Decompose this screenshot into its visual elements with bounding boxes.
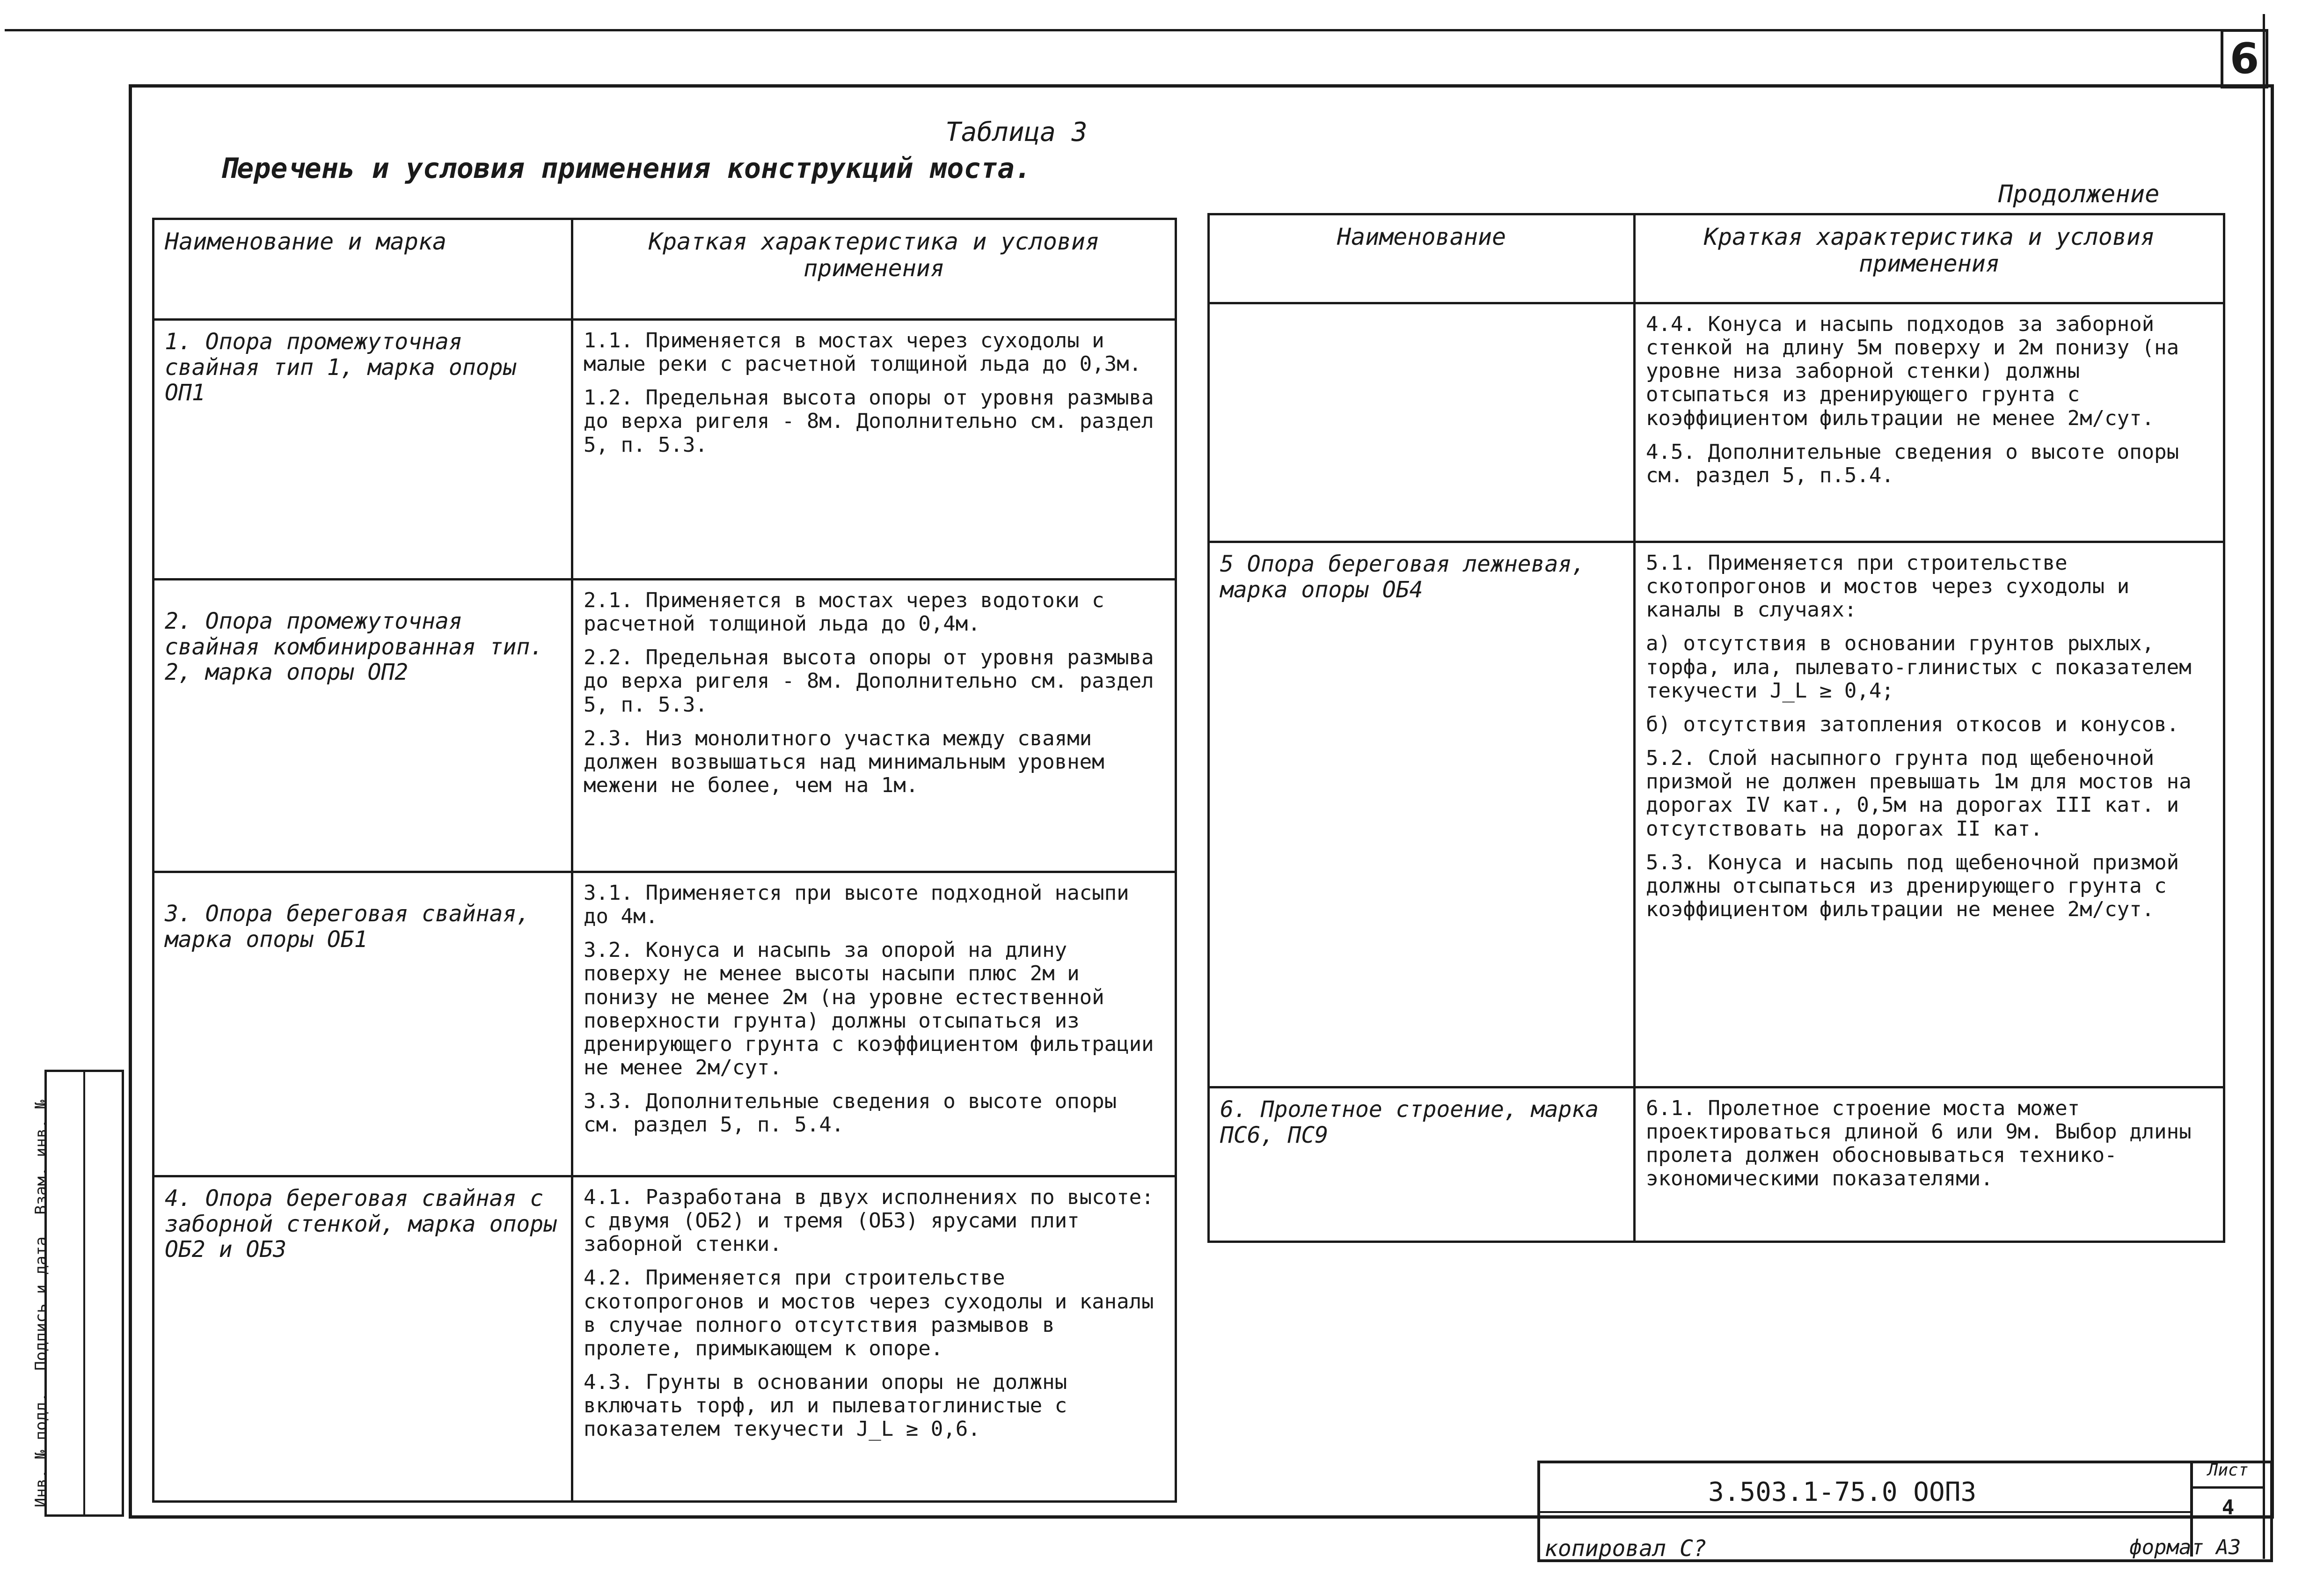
table-row [153,580,1176,872]
table-label: Таблица 3 [945,117,1088,147]
condition-item: а) отсутствия в основании грунтов рыхлых, торфа, ила, пылевато-глинистых с показателем текучести J_L ≥ 0,4; [1646,632,2192,703]
header-name: Наименование [1209,214,1635,303]
document-code: 3.503.1-75.0 ООПЗ [1708,1477,1977,1507]
condition-item: 4.4. Конуса и насыпь подходов за заборной стенкой на длину 5м поверху и 2м понизу (на уровне низа заборной стенки) должны отсыпаться из дренирующего грунта с коэффициентом фильтрации не менее 2м/сут. [1646,312,2179,430]
condition-item: 4.5. Дополнительные сведения о высоте опоры см. раздел 5, п.5.4. [1646,440,2179,487]
condition-item: 4.3. Грунты в основании опоры не должны включать торф, ил и пылеватоглинистые с показателем текучести J_L ≥ 0,6. [584,1370,1067,1441]
left-table [152,218,1177,1503]
side-stamp-labels [32,1072,51,1507]
row-description [572,872,1176,1176]
condition-item: 4.2. Применяется при строительстве скотопрогонов и мостов через суходолы и каналы в случае полного отсутствия размывов в пролете, примыкающем к опоре. [584,1266,1154,1360]
row-name [1209,303,1635,542]
table-row [1209,303,2224,542]
condition-item: 6.1. Пролетное строение моста может проектироваться длиной 6 или 9м. Выбор длины пролета должен обосновываться технико-экономическими показателями. [1646,1096,2192,1191]
condition-item: 3.3. Дополнительные сведения о высоте опоры см. раздел 5, п. 5.4. [584,1089,1117,1137]
side-label-signature: Подпись и дата [32,1236,51,1371]
sheet-label: Лист [2193,1461,2263,1489]
table-row [153,872,1176,1176]
condition-item: 1.2. Предельная высота опоры от уровня размыва до верха ригеля - 8м. Дополнительно см. раздел 5, п. 5.3. [584,386,1154,457]
table-row [153,320,1176,580]
page-number: 6 [2221,29,2268,88]
condition-item: б) отсутствия затопления откосов и конусов. [1646,712,2179,736]
header-name: Наименование и марка [153,219,572,320]
side-label-replacement: Взам. инв. № [32,1100,51,1215]
row-name: 2. Опора промежуточная свайная комбинированная тип. 2, марка опоры ОП2 [153,580,572,872]
side-label-inventory: Инв. № подл. [32,1392,51,1507]
row-description [1635,1087,2224,1242]
sheet-number: 4 [2222,1496,2235,1520]
row-description [572,320,1176,580]
condition-item: 3.2. Конуса и насыпь за опорой на длину поверху не менее высоты насыпи плюс 2м и понизу не менее 2м (на уровне естественной поверхности грунта) должны отсыпаться из дренирующего грунта с коэффициентом фильтрации не менее 2м/сут. [584,938,1154,1080]
row-name: 1. Опора промежуточная свайная тип 1, марка опоры ОП1 [153,320,572,580]
condition-item: 2.2. Предельная высота опоры от уровня размыва до верха ригеля - 8м. Дополнительно см. раздел 5, п. 5.3. [584,646,1154,717]
row-description [572,580,1176,872]
row-description [1635,542,2224,1087]
continuation-label: Продолжение [1998,180,2160,208]
condition-item: 2.1. Применяется в мостах через водотоки с расчетной толщиной льда до 0,4м. [584,588,1104,636]
side-stamp [32,1070,124,1517]
condition-item: 3.1. Применяется при высоте подходной насыпи до 4м. [584,881,1129,929]
top-border-line [5,29,2251,31]
table-header-row [153,219,1176,320]
right-table [1207,213,2225,1243]
table-row [1209,1087,2224,1242]
row-name: 4. Опора береговая свайная с заборной стенкой, марка опоры ОБ2 и ОБ3 [153,1176,572,1502]
condition-item: 5.2. Слой насыпного грунта под щебеночной призмой не должен превышать 1м для мостов на дорогах IV кат., 0,5м на дорогах III кат. и отсутствовать на дорогах II кат. [1646,746,2192,841]
paper-format: формат А3 [2129,1535,2241,1559]
condition-item: 1.1. Применяется в мостах через суходолы и малые реки с расчетной толщиной льда до 0,3м. [584,329,1142,376]
page-title: Перечень и условия применения конструкций моста. [220,152,1031,185]
condition-item: 4.1. Разработана в двух исполнениях по высоте: с двумя (ОБ2) и тремя (ОБ3) ярусами плит заборной стенки. [584,1185,1154,1256]
table-row [1209,542,2224,1087]
row-name: 5 Опора береговая лежневая, марка опоры ОБ4 [1209,542,1635,1087]
condition-item: 5.1. Применяется при строительстве скотопрогонов и мостов через суходолы и каналы в случаях: [1646,551,2130,622]
row-name: 6. Пролетное строение, марка ПС6, ПС9 [1209,1087,1635,1242]
header-description: Краткая характеристика и условия применения [1635,214,2224,303]
header-description: Краткая характеристика и условия применения [572,219,1176,320]
title-block-divider [1540,1511,2190,1513]
row-description [572,1176,1176,1502]
condition-item: 5.3. Конуса и насыпь под щебеночной призмой должны отсыпаться из дренирующего грунта с коэффициентом фильтрации не менее 2м/сут. [1646,850,2179,922]
side-stamp-column [47,1072,85,1514]
row-name: 3. Опора береговая свайная, марка опоры ОБ1 [153,872,572,1176]
condition-item: 2.3. Низ монолитного участка между сваями должен возвышаться над минимальным уровнем межени не более, чем на 1м. [584,726,1104,798]
row-description [1635,303,2224,542]
table-header-row [1209,214,2224,303]
table-row [153,1176,1176,1502]
copied-by: копировал С? [1544,1535,1707,1562]
